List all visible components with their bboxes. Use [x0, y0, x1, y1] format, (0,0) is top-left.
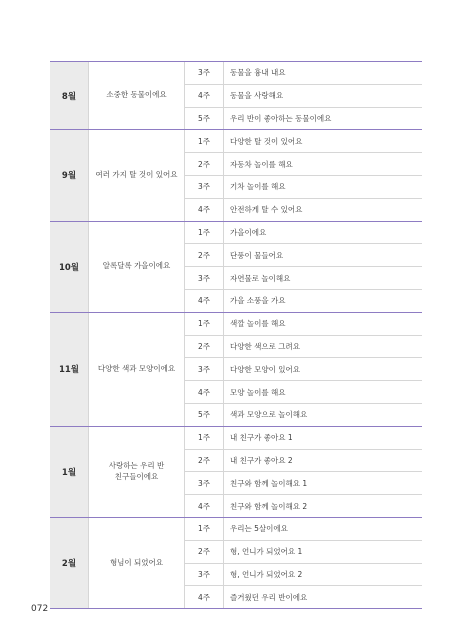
month-block	[50, 427, 422, 518]
week-number: 3주	[185, 472, 224, 494]
month-label: 10월	[50, 222, 89, 312]
week-number: 2주	[185, 541, 224, 563]
week-row	[185, 381, 422, 404]
week-row	[185, 427, 422, 450]
week-number: 4주	[185, 381, 224, 403]
week-row	[185, 130, 422, 153]
week-topic: 자동차 놀이를 해요	[230, 159, 293, 169]
week-list	[185, 130, 422, 220]
week-row	[185, 336, 422, 359]
week-number: 4주	[185, 85, 224, 107]
week-row	[185, 472, 422, 495]
week-topic: 가을 소풍을 가요	[230, 296, 286, 306]
curriculum-table	[50, 61, 422, 609]
week-row	[185, 541, 422, 564]
week-number: 2주	[185, 153, 224, 175]
month-block	[50, 222, 422, 313]
month-label: 1월	[50, 427, 89, 517]
month-block	[50, 130, 422, 221]
week-topic: 다양한 탈 것이 있어요	[230, 136, 303, 146]
week-topic: 동물을 흉내 내요	[230, 68, 286, 78]
week-row	[185, 108, 422, 130]
week-list	[185, 62, 422, 129]
week-topic: 색과 모양으로 놀이해요	[230, 410, 308, 420]
week-number: 2주	[185, 336, 224, 358]
week-number: 1주	[185, 222, 224, 244]
week-number: 3주	[185, 564, 224, 586]
month-block	[50, 518, 422, 609]
week-topic: 자연물로 놀이해요	[230, 273, 291, 283]
week-row	[185, 290, 422, 312]
week-topic: 형, 언니가 되었어요 2	[230, 569, 303, 579]
week-topic: 즐거웠던 우리 반이에요	[230, 592, 308, 602]
week-number: 1주	[185, 518, 224, 540]
week-number: 4주	[185, 199, 224, 221]
month-theme: 다양한 색과 모양이에요	[89, 313, 185, 426]
week-number: 2주	[185, 244, 224, 266]
month-label: 11월	[50, 313, 89, 426]
month-block	[50, 62, 422, 130]
week-topic: 친구와 함께 놀이해요 2	[230, 501, 308, 511]
week-topic: 동물을 사랑해요	[230, 91, 284, 101]
week-topic: 우리 반이 좋아하는 동물이에요	[230, 113, 332, 123]
week-row	[185, 267, 422, 290]
week-list	[185, 222, 422, 312]
week-topic: 기차 놀이를 해요	[230, 182, 286, 192]
week-topic: 형, 언니가 되었어요 1	[230, 547, 303, 557]
week-topic: 가을이에요	[230, 227, 267, 237]
week-row	[185, 450, 422, 473]
month-theme: 알록달록 가을이에요	[89, 222, 185, 312]
week-number: 1주	[185, 427, 224, 449]
week-row	[185, 586, 422, 608]
week-topic: 내 친구가 좋아요 2	[230, 455, 293, 465]
week-number: 3주	[185, 358, 224, 380]
week-row	[185, 176, 422, 199]
week-row	[185, 518, 422, 541]
week-number: 5주	[185, 404, 224, 426]
month-label: 8월	[50, 62, 89, 129]
week-row	[185, 495, 422, 517]
week-topic: 단풍이 물들어요	[230, 250, 284, 260]
week-topic: 다양한 색으로 그려요	[230, 341, 300, 351]
week-number: 1주	[185, 313, 224, 335]
month-theme: 여러 가지 탈 것이 있어요	[89, 130, 185, 220]
week-number: 4주	[185, 495, 224, 517]
week-topic: 안전하게 탈 수 있어요	[230, 205, 303, 215]
week-topic: 다양한 모양이 있어요	[230, 364, 300, 374]
week-number: 5주	[185, 108, 224, 130]
week-list	[185, 518, 422, 608]
month-theme: 소중한 동물이에요	[89, 62, 185, 129]
week-number: 2주	[185, 450, 224, 472]
week-topic: 색깔 놀이를 해요	[230, 319, 286, 329]
month-theme: 형님이 되었어요	[89, 518, 185, 608]
week-row	[185, 564, 422, 587]
week-topic: 모양 놀이를 해요	[230, 387, 286, 397]
week-row	[185, 313, 422, 336]
week-number: 4주	[185, 290, 224, 312]
week-list	[185, 427, 422, 517]
week-number: 3주	[185, 62, 224, 84]
week-number: 4주	[185, 586, 224, 608]
week-topic: 내 친구가 좋아요 1	[230, 433, 293, 443]
week-list	[185, 313, 422, 426]
week-row	[185, 222, 422, 245]
week-row	[185, 199, 422, 221]
month-block	[50, 313, 422, 427]
month-label: 9월	[50, 130, 89, 220]
week-row	[185, 85, 422, 108]
page-number: 072	[31, 604, 49, 614]
month-theme: 사랑하는 우리 반 친구들이에요	[89, 427, 185, 517]
week-number: 3주	[185, 267, 224, 289]
week-number: 3주	[185, 176, 224, 198]
week-topic: 우리는 5살이에요	[230, 524, 288, 534]
week-row	[185, 244, 422, 267]
week-row	[185, 62, 422, 85]
week-number: 1주	[185, 130, 224, 152]
week-row	[185, 153, 422, 176]
month-label: 2월	[50, 518, 89, 608]
week-row	[185, 358, 422, 381]
week-row	[185, 404, 422, 426]
week-topic: 친구와 함께 놀이해요 1	[230, 478, 308, 488]
